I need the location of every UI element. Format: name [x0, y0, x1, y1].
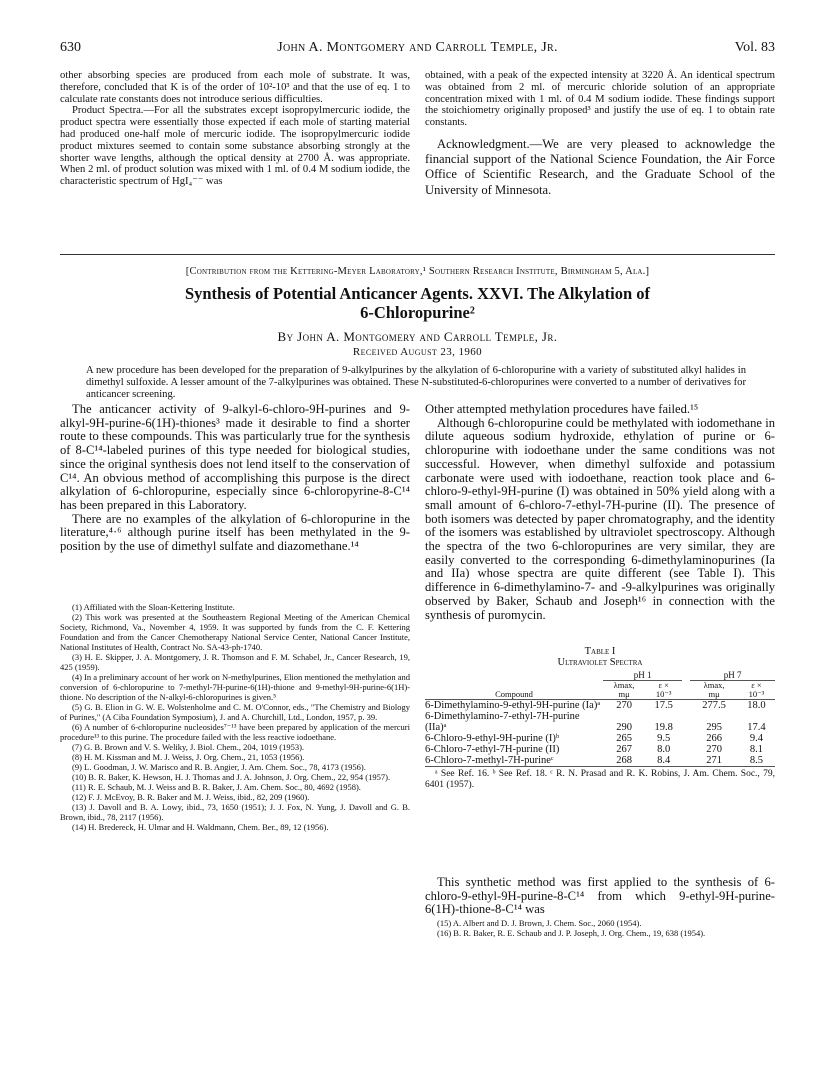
cell: 17.5 [654, 700, 673, 711]
contribution-line: [Contribution from the Kettering-Meyer Laboratory,¹ Southern Research Institute, Birmingham 5, Ala.] [185, 266, 650, 277]
prev-article-left [60, 70, 410, 188]
table-row [425, 755, 775, 767]
col-eps-unit: 10⁻³ [655, 689, 672, 699]
table-title: Table I [584, 646, 616, 657]
volume-label: Vol. 83 [734, 40, 775, 55]
body-right [425, 403, 775, 622]
compound-name: 6-Dimethylamino-9-ethyl-9H-purine (Ia)ᵃ [425, 700, 601, 711]
cell: 277.5 [702, 700, 726, 711]
table-row [425, 733, 775, 744]
cell: 271 [706, 755, 722, 766]
compound-name: 6-Chloro-7-ethyl-7H-purine (II) [425, 744, 560, 755]
footnote: (8) H. M. Kissman and M. J. Weiss, J. Org. Chem., 21, 1053 (1956). [72, 752, 305, 762]
footnote: (13) J. Davoll and B. A. Lowy, ibid., 73, 1650 (1951); J. J. Fox, N. Yung, J. Davoll and G. B. Brown, ibid., 78, 2117 (1956). [60, 802, 410, 822]
title-line: Synthesis of Potential Anticancer Agents. XXVI. The Alkylation of [184, 284, 651, 303]
cell: 295 [706, 722, 722, 733]
col-eps: ε × [658, 680, 669, 690]
footnotes-right [425, 918, 775, 938]
footnote: (6) A number of 6-chloropurine nucleosides⁷⁻¹³ have been prepared by application of the mercuri procedure¹³ to this purine. The procedure failed with the less reactive iodoethane. [60, 722, 410, 742]
prev-article-right [425, 70, 775, 198]
compound-name: 6-Chloro-7-methyl-7H-purineᶜ [425, 755, 554, 766]
footnote: (16) B. R. Baker, R. E. Schaub and J. P. Joseph, J. Org. Chem., 19, 638 (1954). [437, 928, 706, 938]
table-row [425, 700, 775, 712]
footnote: (12) F. J. McEvoy, B. R. Baker and M. J. Weiss, ibid., 82, 209 (1960). [72, 792, 310, 802]
footnote: (5) G. B. Elion in G. W. E. Wolstenholme and C. M. O'Connor, eds., "The Chemistry and Biology of Purines," (A Ciba Foundation Symposium), J. and A. Churchill, Ltd., London, 1957, p. 39. [60, 702, 410, 722]
cell: 267 [616, 744, 632, 755]
cell: 268 [616, 755, 632, 766]
article-title [60, 284, 775, 322]
paragraph: Although 6-chloropurine could be methylated with iodomethane in dilute aqueous sodium hydroxide, ethylation of purine or 6-chloropurine with iodoethane under the same conditions was not successful. However, when dimethyl sulfoxide and potassium carbonate were used with iodoethane, reaction took place and 6-chloro-9-ethyl-9H-purine (I) was obtained in 50% yield along with a small amount of 6-chloro-7-ethyl-7H-purine (II). The presence of both isomers was detected by paper chromatography, and the identity of the isomers was established by ultraviolet spectroscopy. Although the spectra of the two 6-chloropurines are very similar, they are easily converted to the corresponding 6-dimethylaminopurines (Ia and IIa) whose spectra are quite different (see Table I). This difference in 6-dimethylamino-7- and -9-alkylpurines was originally observed by Baker, Schaub and Joseph¹⁶ in connection with the synthesis of puromycin. [425, 415, 775, 622]
acknowledgment: Acknowledgment.—We are very pleased to acknowledge the financial support of the National Science Foundation, the Air Force Office of Scientific Research, and the Graduate School of the University of Minnesota. [425, 136, 775, 197]
cell: 9.5 [657, 733, 671, 744]
footnote: (1) Affiliated with the Sloan-Kettering Institute. [72, 602, 235, 612]
cell: 8.5 [749, 755, 764, 766]
ph1-header: pH 1 [603, 670, 682, 681]
page-number: 630 [60, 40, 81, 55]
paragraph: There are no examples of the alkylation of 6-chloropurine in the literature,⁴·⁶ although purine itself has been methylated in the 9-position by the use of dimethyl sulfate and diazomethane.¹⁴ [60, 511, 410, 554]
col-lmax-unit: mμ [618, 689, 630, 699]
table-row [425, 744, 775, 755]
footnote: (4) In a preliminary account of her work on N-methylpurines, Elion mentioned the methylation and conversion of 6-chloropurine to 7-methyl-7H-purine-6(1H)-thione and 9-methyl-9H-purine-6(1H)-thione. No description of the N-alkyl-6-chloropurines is given.⁵ [60, 672, 410, 702]
footnote: (14) H. Bredereck, H. Ulmar and H. Waldmann, Chem. Ber., 89, 12 (1956). [72, 822, 329, 832]
footnotes-left [60, 602, 410, 832]
spectra-table [425, 670, 775, 767]
cell: 8.1 [749, 744, 764, 755]
footnote: (7) G. B. Brown and V. S. Weliky, J. Biol. Chem., 204, 1019 (1953). [72, 742, 305, 752]
compound-name: 6-Chloro-9-ethyl-9H-purine (I)ᵇ [425, 733, 560, 744]
col-lmax: λmax, [613, 680, 635, 690]
footnote: (11) R. E. Schaub, M. J. Weiss and B. R. Baker, J. Am. Chem. Soc., 80, 4692 (1958). [72, 782, 361, 792]
running-header [60, 40, 775, 60]
col-compound: Compound [495, 689, 533, 699]
abstract: A new procedure has been developed for the preparation of 9-alkylpurines by the alkylation of 6-chloropurine with a variety of substituted alkyl halides in dimethyl sulfoxide. A lesser amount of the 7-alkylpurines was obtained. These N-substituted-6-chloropurines were converted to a number of derivatives for anticancer screening. [86, 365, 746, 400]
cell: 19.8 [654, 722, 673, 733]
col-lmax-unit: mμ [708, 689, 720, 699]
cell: 270 [616, 700, 632, 711]
paragraph: obtained, with a peak of the expected intensity at 3220 Å. An identical spectrum was obtained from 2 ml. of mercuric chloride solution of an appropriate concentration mixed with 1 ml. of 0.4 M sodium iodide. These findings support the stoichiometry originally proposed³ and justify the use of eq. 1 to obtain rate constants. [425, 70, 775, 129]
compound-name: 6-Dimethylamino-7-ethyl-7H-purine (IIa)ᵃ [425, 711, 580, 733]
paragraph: Other attempted methylation procedures have failed.¹⁵ [425, 402, 699, 416]
running-authors: John A. Montgomery and Carroll Temple, Jr. [277, 40, 558, 55]
byline: By John A. Montgomery and Carroll Temple, Jr. [277, 329, 558, 344]
divider [60, 254, 775, 255]
col-eps: ε × [751, 680, 762, 690]
table-footnote: ᵃ See Ref. 16. ᵇ See Ref. 18. ᶜ R. N. Prasad and R. K. Robins, J. Am. Chem. Soc., 79, 6401 (1957). [425, 769, 775, 790]
body-right-continued [425, 876, 775, 917]
received-date: Received August 23, 1960 [352, 346, 483, 358]
cell: 265 [616, 733, 632, 744]
body-left [60, 403, 410, 554]
paragraph: Product Spectra.—For all the substrates except isopropylmercuric iodide, the product spectra were essentially those expected if each mole of starting material had produced one-half mole of mercuric iodide. The isopropylmercuric iodide product mixtures seemed to contain some substance absorbing strongly at the shorter wave lengths, although the optical density at 2700 Å. was appropriate. When 2 ml. of product solution was mixed with 1 ml. of 0.4 M sodium iodide, the characteristic spectrum of HgI₄⁻⁻ was [60, 105, 410, 188]
cell: 266 [706, 733, 722, 744]
footnote: (15) A. Albert and D. J. Brown, J. Chem. Soc., 2060 (1954). [437, 918, 642, 928]
col-eps-unit: 10⁻³ [748, 689, 765, 699]
cell: 9.4 [749, 733, 764, 744]
paragraph: This synthetic method was first applied to the synthesis of 6-chloro-9-ethyl-9H-purine-8-C¹⁴ from which 9-ethyl-9H-purine-6(1H)-thione-8-C¹⁴ was [425, 875, 775, 917]
footnote: (9) L. Goodman, J. W. Marisco and R. B. Angier, J. Am. Chem. Soc., 78, 4173 (1956). [72, 762, 366, 772]
cell: 270 [706, 744, 722, 755]
cell: 290 [616, 722, 632, 733]
paragraph: The anticancer activity of 9-alkyl-6-chloro-9H-purines and 9-alkyl-9H-purine-6(1H)-thiones³ made it desirable to find a shorter route to these compounds. This was particularly true for the synthesis of 8-C¹⁴-labeled purines of this type needed for biological studies, since the original synthesis does not lend itself to the conservation of C¹⁴. An obvious method of accomplishing this purpose is the direct alkylation of 6-chloropurine, especially since 6-chloropyrine-8-C¹⁴ has been prepared in this Laboratory. [60, 402, 410, 512]
table-row [425, 711, 775, 733]
cell: 8.0 [657, 744, 671, 755]
cell: 17.4 [747, 722, 766, 733]
title-line: 6-Chloropurine² [360, 303, 475, 322]
footnote: (10) B. R. Baker, K. Hewson, H. J. Thomas and J. A. Johnson, J. Org. Chem., 22, 954 (1957). [72, 772, 391, 782]
col-lmax: λmax, [703, 680, 725, 690]
table-subtitle: Ultraviolet Spectra [557, 657, 643, 668]
footnote: (2) This work was presented at the Southeastern Regional Meeting of the American Chemical Society, Richmond, Va., November 4, 1959. It was supported by funds from the C. F. Kettering Foundation and from the Cancer Chemotherapy National Service Center, National Cancer Institute, National Institutes of Health, Contract No. SA-43-ph-1740. [60, 612, 410, 652]
ph7-header: pH 7 [690, 670, 775, 681]
cell: 18.0 [747, 700, 766, 711]
paragraph: other absorbing species are produced from each mole of substrate. It was, therefore, concluded that K is of the order of 10²-10³ and that the use of eq. 1 to calculate rate constants does not introduce serious difficulties. [60, 70, 410, 105]
footnote: (3) H. E. Skipper, J. A. Montgomery, J. R. Thomson and F. M. Schabel, Jr., Cancer Research, 19, 425 (1959). [60, 652, 410, 672]
table-ultraviolet-spectra [425, 646, 775, 791]
cell: 8.4 [657, 755, 671, 766]
